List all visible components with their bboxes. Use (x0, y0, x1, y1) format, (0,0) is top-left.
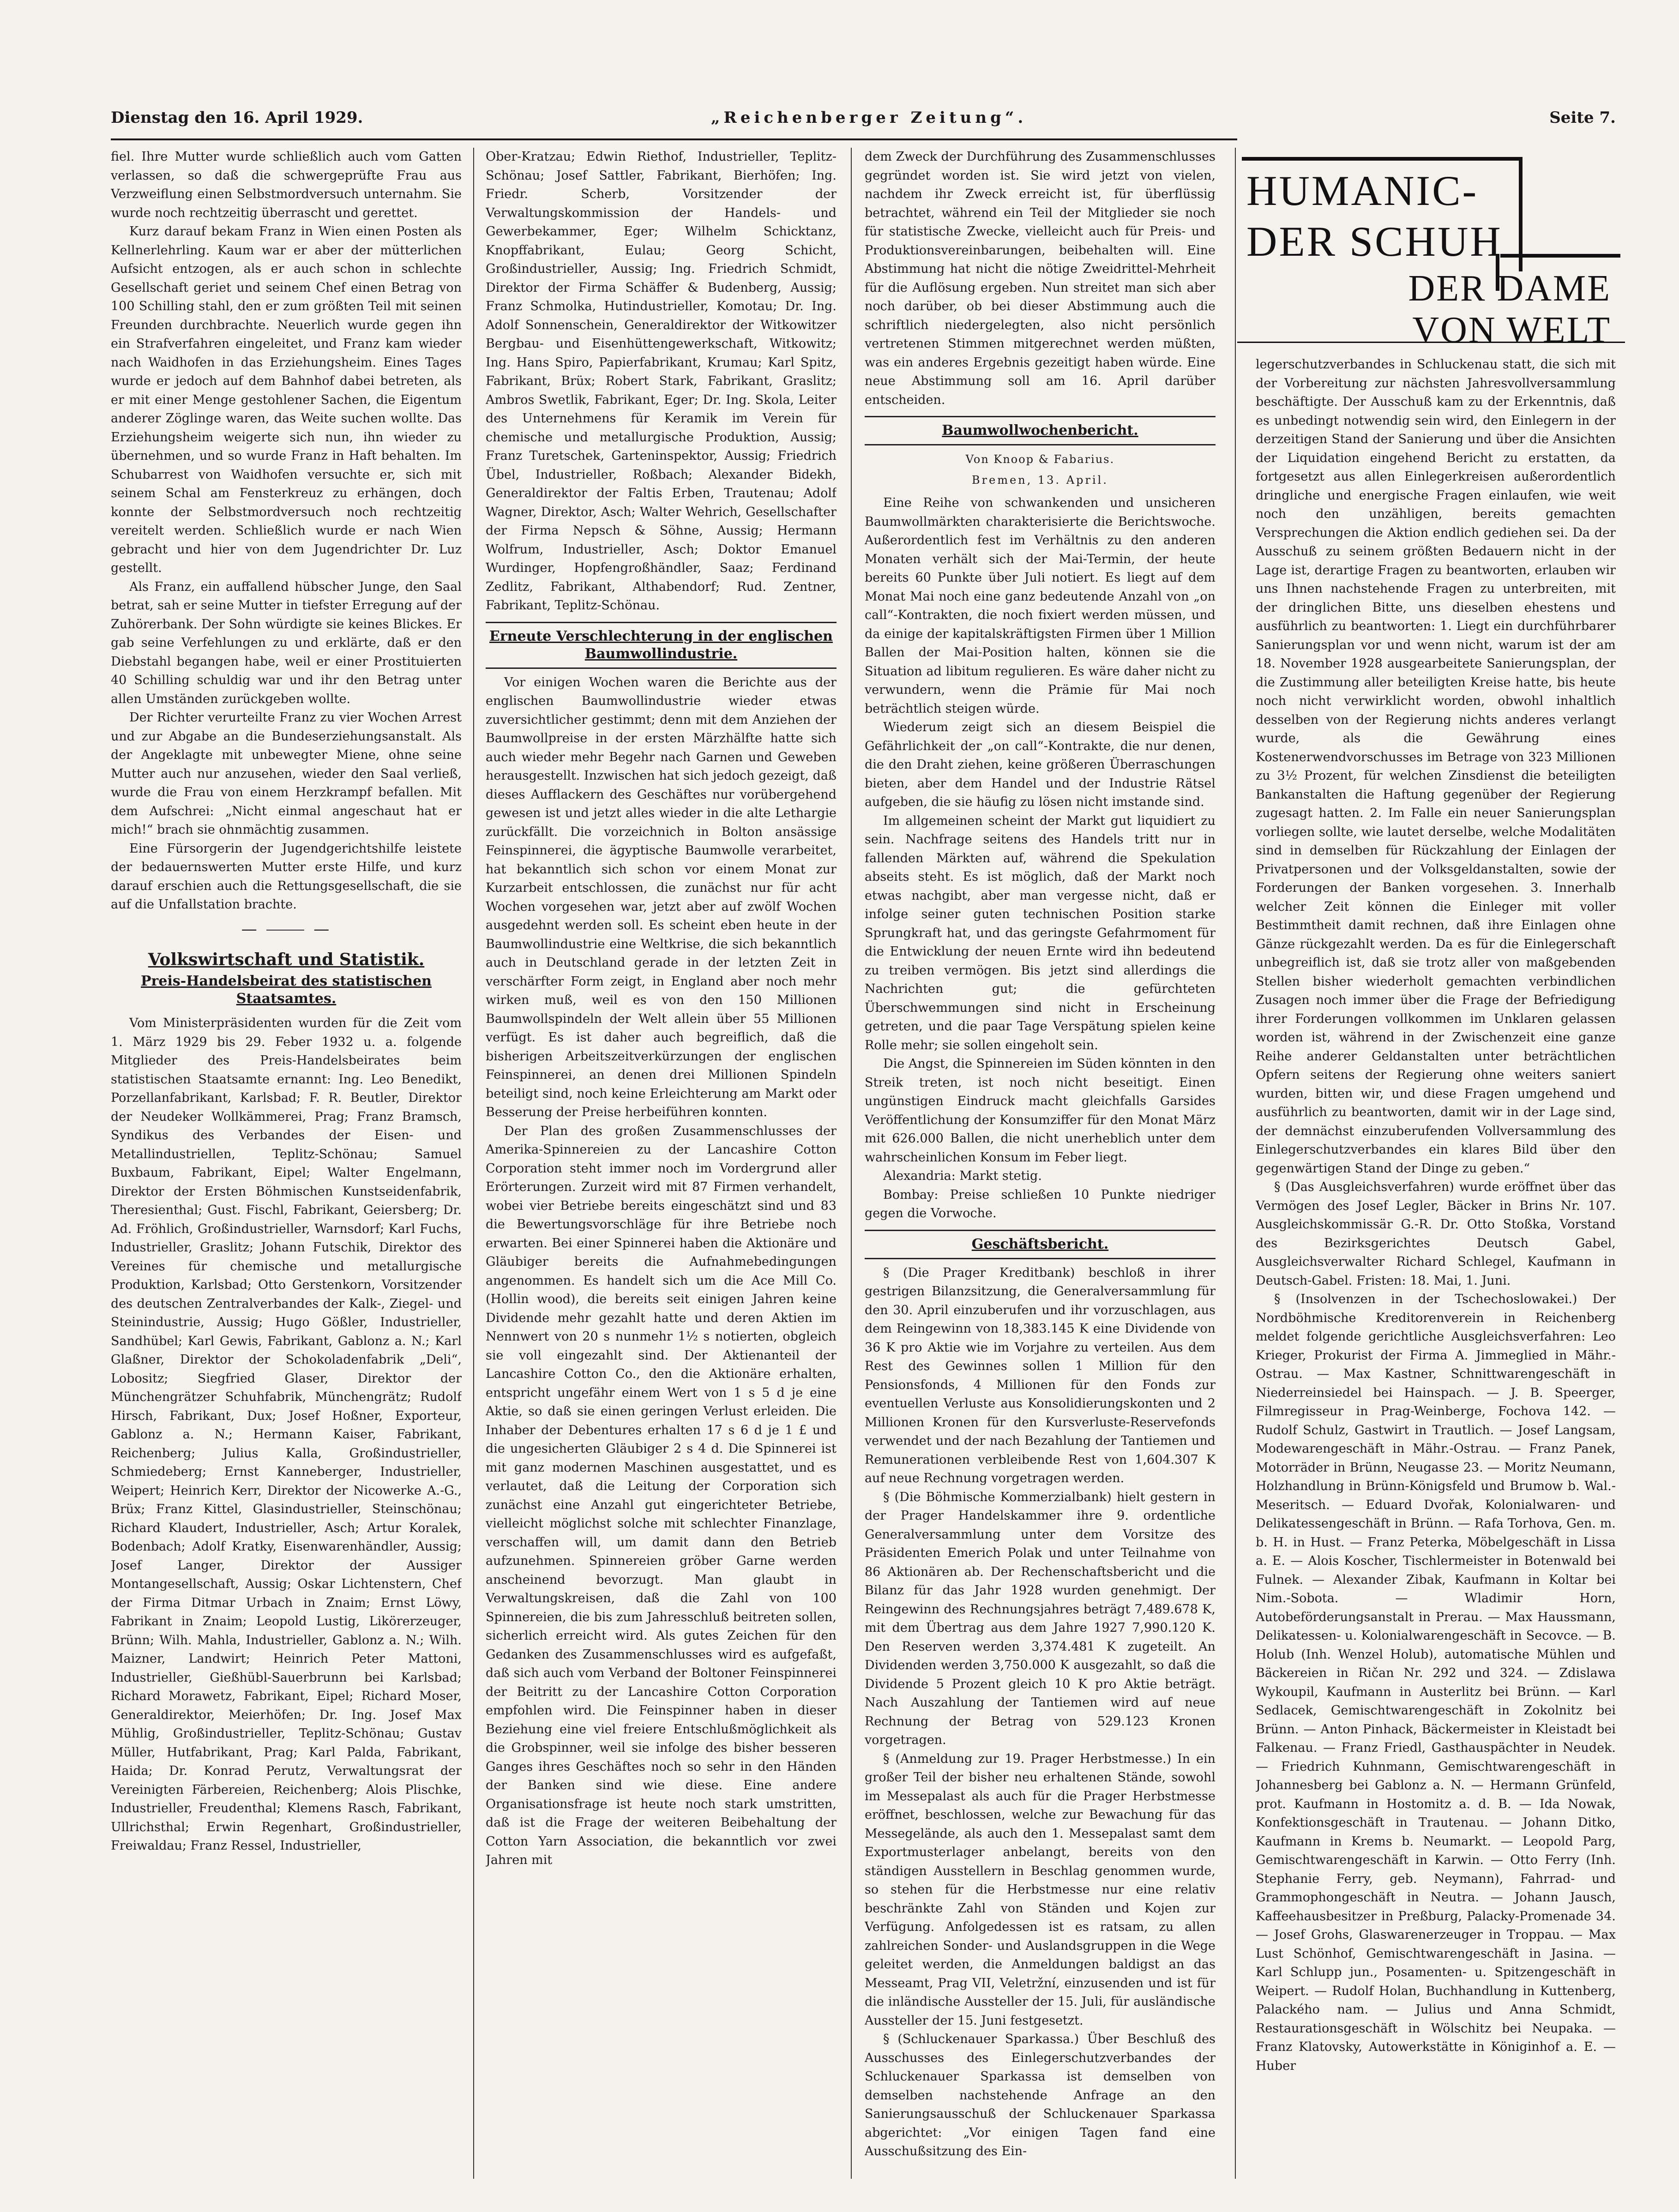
paragraph: Eine Reihe von schwankenden und unsicheren Baumwollmärkten charakterisierte die Berichtswoche. Außerordentlich fest im Verhältnis zu den anderen Monaten verhält sich der Mai-Termin, der heute bereits 60 Punkte über Juli notiert. Es liegt auf dem Monat Mai noch eine ganz bedeutende Anzahl von „on call“-Kontrakten, die noch fixiert werden müssen, und da einige der kapitalskräftigsten Firmen über 1 Million Ballen der Mai-Position halten, können sie die Situation ad libitum regulieren. Es wäre daher nicht zu verwundern, wenn die Prämie für Mai noch beträchtlich steigen würde. (865, 496, 1216, 716)
article-heading: Geschäftsbericht. (971, 1236, 1109, 1252)
paragraph: § (Die Böhmische Kommerzialbank) hielt gestern in der Prager Handelskammer ihre 9. ordentliche Generalversammlung unter dem Vorsitze des Präsidenten Emerich Polak und unter Teilnahme von 86 Aktionären ab. Der Rechenschaftsbericht und die Bilanz für das Jahr 1928 wurden genehmigt. Der Reingewinn des Rechnungsjahres beträgt 7,489.678 K, mit dem Übertrag aus dem Jahre 1927 7,990.120 K. Den Reserven werden 3,374.481 K zugeteilt. An Dividenden werden 3,750.000 K ausgezahlt, so daß die Dividende 5 Prozent gleich 10 K pro Aktie beträgt. Nach Auszahlung der Tantiemen wird auf neue Rechnung der Betrag von 529.123 Kronen vorgetragen. (865, 1490, 1216, 1747)
paragraph: Der Plan des großen Zusammenschlusses der Amerika-Spinnereien zu der Lancashire Cotton Corporation steht immer noch im Vordergrund aller Erörterungen. Zurzeit wird mit 87 Firmen verhandelt, wobei vier Betriebe bereits eingeschätzt sind und 83 die Bewertungsvorschläge für ihre Betriebe noch erwarten. Bei einer Spinnerei haben die Aktionäre und Gläubiger bereits die Aufnahmebedingungen angenommen. Es handelt sich um die Ace Mill Co. (Hollin wood), die bereits seit einigen Jahren keine Dividende mehr gezahlt hatte und deren Aktien im Nennwert von 20 s nunmehr 1½ s notierten, obgleich sie voll eingezahlt sind. Der Aktienanteil der Lancashire Cotton Co., den die Aktionäre erhalten, entspricht ungefähr einem Wert von 1 s 5 d je eine Aktie, so daß sie einen geringen Verlust erleiden. Die Inhaber der Debentures erhalten 17 s 6 d je 1 £ und die ungesicherten Gläubiger 2 s 4 d. Die Spinnerei ist mit ganz modernen Maschinen ausgestattet, und es verlautet, daß die Leitung der Corporation sich zunächst eine Anzahl gut eingerichteter Betriebe, vielleicht möglichst solche mit schlechter Finanzlage, verschaffen will, um damit dann den Betrieb aufzunehmen. Spinnereien gröber Garne werden anscheinend bevorzugt. Man glaubt in Verwaltungskreisen, daß die Zahl von 100 Spinnereien, die bis zum Jahresschluß beitreten sollen, sicherlich erreicht wird. Als gutes Zeichen für den Gedanken des Zusammenschlusses wird es aufgefaßt, daß sich auch vom Verband der Boltoner Feinspinnerei der Beitritt zu der Lancashire Cotton Corporation empfohlen wird. Die Feinspinner haben in dieser Beziehung eine viel freiere Entschlußmöglichkeit als die Grobspinner, weil sie infolge des bisher besseren Ganges ihres Geschäftes noch so sehr in den Händen der Banken sind wie diese. Eine andere Organisationsfrage ist heute noch stark umstritten, daß ist die Frage der weiteren Beibehaltung der Cotton Yarn Association, die bekanntlich vor zwei Jahren mit (486, 1124, 836, 1867)
paragraph: fiel. Ihre Mutter wurde schließlich auch vom Gatten verlassen, so daß die schwergeprüfte Frau aus Verzweiflung einen Selbstmordversuch unternahm. Sie wurde noch rechtzeitig überrascht und gerettet. (111, 150, 462, 220)
ad-frame-line (1500, 254, 1620, 258)
column-1 (111, 148, 462, 2179)
paragraph: § (Die Prager Kreditbank) beschloß in ihrer gestrigen Bilanzsitzung, die Generalversammlung für den 30. April einzuberufen und ihr vorzuschlagen, aus dem Reingewinn von 18,383.145 K eine Dividende von 36 K pro Aktie wie im Vorjahre zu verteilen. Aus dem Rest des Gewinnes sollen 1 Million für den Pensionsfonds, 4 Millionen für den Fonds zur eventuellen Verluste aus Konsolidierungskonten und 2 Millionen Kronen für den Kursverluste-Reservefonds verwendet und der nach Bezahlung der Tantiemen und Remunerationen verbleibende Rest von 1,604.307 K auf neue Rechnung vorgetragen werden. (865, 1265, 1216, 1485)
ad-line-2: DER SCHUH (1246, 218, 1503, 265)
article-heading-box (486, 622, 836, 669)
column-3 (865, 148, 1216, 2179)
ad-line-4: VON WELT (1412, 310, 1611, 350)
article-heading: Preis-Handelsbeirat des statistischen Staatsamtes. (141, 973, 432, 1007)
article-heading-box (865, 1230, 1216, 1259)
paragraph: § (Insolvenzen in der Tschechoslowakei.) Der Nordböhmische Kreditorenverein in Reichenberg meldet folgende gerichtliche Ausgleichsverfahren: Leo Krieger, Prokurist der Firma A. Jimmeglied in Mähr.-Ostrau. — Max Kastner, Schnittwarengeschäft in Niederreinsiedel bei Hainspach. — J. B. Speerger, Filmregisseur in Prag-Weinberge, Fochova 142. — Rudolf Schulz, Gastwirt in Trautlich. — Josef Langsam, Modewarengeschäft in Mähr.-Ostrau. — Franz Panek, Motorräder in Brünn, Neugasse 23. — Moritz Neumann, Holzhandlung in Brünn-Königsfeld und Brumow b. Wal.-Meseritsch. — Eduard Dvořak, Kolonialwaren- und Delikatessengeschäft in Brünn. — Rafa Torhova, Gen. m. b. H. in Hust. — Franz Peterka, Möbelgeschäft in Lissa a. E. — Alois Koscher, Tischlermeister in Botenwald bei Fulnek. — Alexander Zibak, Kaufmann in Koltar bei Nim.-Sobota. — Wladimir Horn, Autobeförderungsanstalt in Prerau. — Max Haussmann, Delikatessen- u. Kolonialwarengeschäft in Secovce. — B. Holub (Inh. Wenzel Holub), automatische Mühlen und Bäckereien in Ričan Nr. 292 und 324. — Zdislawa Wykoupil, Kaufmann in Austerlitz bei Brünn. — Karl Sedlacek, Gemischtwarengeschäft in Zokolnitz bei Brünn. — Anton Pinhack, Bäckermeister in Kleistadt bei Falkenau. — Franz Friedl, Gasthauspächter in Neudek. — Friedrich Kuhnmann, Gemischtwarengeschäft in Johannesberg bei Gablonz a. N. — Hermann Grünfeld, prot. Kaufmann in Hostomitz a. d. B. — Ida Nowak, Konfektionsgeschäft in Trautenau. — Johann Ditko, Kaufmann in Krems b. Neumarkt. — Leopold Parg, Gemischtwarengeschäft in Karwin. — Otto Ferry (Inh. Stephanie Ferry, geb. Neymann), Fahrrad- und Grammophongeschäft in Neutra. — Johann Jausch, Kaffeehausbesitzer in Preßburg, Palacky-Promenade 34. — Josef Grohs, Glaswarenerzeuger in Troppau. — Max Lust Schönhof, Gemischtwarengeschäft in Jasina. — Karl Schlupp jun., Posamenten- u. Spitzengeschäft in Weipert. — Rudolf Holan, Buchhandlung in Kuttenberg, Palackého nam. — Julius und Anna Schmidt, Restaurationsgeschäft in Wölschitz bei Neupaka. — Franz Klatovsky, Autowerkstätte in Königinhof a. E. — Huber (1256, 1292, 1616, 2073)
paragraph: Im allgemeinen scheint der Markt gut liquidiert zu sein. Nachfrage seitens des Handels tritt nur in fallenden Märkten auf, während die Spekulation abseits steht. Es ist möglich, daß der Markt noch etwas nachgibt, aber man vergesse nicht, daß er infolge seiner guten technischen Position starke Sprungkraft hat, und das geringste Gefahrmoment für die Entwicklung der neuen Ernte wird ihn bedeutend zu treiben vermögen. Bis jetzt sind allerdings die Nachrichten gut; die gefürchteten Überschwemmungen sind nicht in Erscheinung getreten, und die paar Tage Verspätung spielen keine Rolle mehr; sie sollen eingeholt sein. (865, 813, 1216, 1052)
paragraph: Als Franz, ein auffallend hübscher Junge, den Saal betrat, sah er seine Mutter in tiefster Erregung auf der Zuhörerbank. Der Sohn würdigte sie keines Blickes. Er gab seine Verfehlungen zu und erklärte, daß er den Diebstahl begangen habe, weil er einer Prostituierten 40 Schilling schuldig war und ihr den Betrag unter allen Umständen zurückgeben wollte. (111, 579, 462, 706)
paragraph: dem Zweck der Durchführung des Zusammenschlusses gegründet worden ist. Sie wird jetzt von vielen, nachdem ihr Zweck erreicht ist, für überflüssig betrachtet, während ein Teil der Mitglieder sie noch für statistische Zwecke, vielleicht auch für Preis- und Produktionsvereinbarungen, beibehalten will. Eine Abstimmung hat nicht die nötige Zweidrittel-Mehrheit für die Auflösung ergeben. Nun streitet man sich aber noch darüber, ob bei dieser Abstimmung auch die schriftlich niedergelegten, also nicht persönlich vertretenen Stimmen mitgerechnet werden müßten, was ein anderes Ergebnis gezeitigt haben würde. Eine neue Abstimmung soll am 16. April darüber entscheiden. (865, 150, 1216, 407)
header-masthead: „Reichenberger Zeitung“. (711, 108, 1027, 127)
article-heading-box (865, 416, 1216, 445)
section-ornament: — ⸻ — (241, 920, 331, 938)
paragraph: Vom Ministerpräsidenten wurden für die Zeit vom 1. März 1929 bis 29. Feber 1932 u. a. folgende Mitglieder des Preis-Handelsbeirates beim statistischen Staatsamte ernannt: Ing. Leo Benedikt, Porzellanfabrikant, Karlsbad; F. R. Beutler, Direktor der Neudeker Wollkämmerei, Prag; Franz Bramsch, Syndikus des Verbandes der Eisen- und Metallindustriellen, Teplitz-Schönau; Samuel Buxbaum, Fabrikant, Eipel; Walter Engelmann, Direktor der Ersten Böhmischen Kunstseidenfabrik, Theresienthal; Gust. Fischl, Fabrikant, Geiersberg; Dr. Ad. Fröhlich, Großindustrieller, Warnsdorf; Karl Fuchs, Industrieller, Graslitz; Johann Futschik, Direktor des Vereines für chemische und metallurgische Produktion, Karlsbad; Otto Gerstenkorn, Vorsitzender des deutschen Zentralverbandes der Kalk-, Ziegel- und Steinindustrie, Aussig; Hugo Gößler, Industrieller, Sandhübel; Karl Gewis, Fabrikant, Gablonz a. N.; Karl Glaßner, Direktor der Schokoladenfabrik „Deli“, Lobositz; Siegfried Glaser, Direktor der Münchengrätzer Schuhfabrik, Münchengrätz; Rudolf Hirsch, Fabrikant, Dux; Josef Hoßner, Exporteur, Gablonz a. N.; Hermann Kaiser, Fabrikant, Reichenberg; Julius Kalla, Großindustrieller, Schmiedeberg; Ernst Kanneberger, Industrieller, Weipert; Heinrich Kerr, Direktor der Nicowerke A.-G., Brüx; Franz Kittel, Glasindustrieller, Steinschönau; Richard Klaudert, Industrieller, Asch; Artur Koralek, Bodenbach; Adolf Kratky, Eisenwarenhändler, Aussig; Josef Langer, Direktor der Aussiger Montangesellschaft, Aussig; Oskar Lichtenstern, Chef der Firma Ditmar Urbach in Znaim; Ernst Löwy, Fabrikant in Znaim; Leopold Lustig, Likörerzeuger, Brünn; Wilh. Mahla, Industrieller, Gablonz a. N.; Wilh. Maizner, Landwirt; Heinrich Peter Mattoni, Industrieller, Gießhübl-Sauerbrunn bei Karlsbad; Richard Morawetz, Fabrikant, Eipel; Richard Moser, Generaldirektor, Meierhöfen; Dr. Ing. Josef Max Mühlig, Großindustrieller, Teplitz-Schönau; Gustav Müller, Hutfabrikant, Prag; Karl Palda, Fabrikant, Haida; Dr. Konrad Perutz, Verwaltungsrat der Vereinigten Färbereien, Reichenberg; Alois Plischke, Industrieller, Freudenthal; Klemens Rasch, Fabrikant, Ullrichsthal; Erwin Regenhart, Großindustrieller, Freiwaldau; Franz Ressel, Industrieller, (111, 1016, 462, 1853)
paragraph: § (Schluckenauer Sparkassa.) Über Beschluß des Ausschusses des Einlegerschutzverbandes der Schluckenauer Sparkassa ist demselben von demselben nachstehende Anfrage an den Sanierungsausschuß der Schluckenauer Sparkassa abgerichtet: „Vor einigen Tagen fand eine Ausschußsitzung des Ein- (865, 2032, 1216, 2158)
paragraph: § (Anmeldung zur 19. Prager Herbstmesse.) In ein großer Teil der bisher neu erhaltenen Stände, sowohl im Messepalast als auch für die Prager Herbstmesse eröffnet, beschlossen, welche zur Bewachung für das Messegelände, als auch den 1. Messepalast samt dem Exportmusterlager anbelangt, bereits von den ständigen Ausstellern in Beschlag genommen wurde, so stehen für die Herbstmesse nur eine relativ beschränkte Zahl von Ständen und Kojen zur Verfügung. Anfolgedessen ist es ratsam, zu allen zahlreichen Sonder- und Auslandsgruppen in die Wege geleitet werden, die Anmeldungen baldigst an das Messeamt, Prag VII, Veletržní, einzusenden und ist für die inländische Aussteller der 15. Juli, für ausländische Aussteller der 15. Juni festgesetzt. (865, 1751, 1216, 2028)
column-4 (1256, 355, 1616, 2179)
column-separator (473, 148, 474, 2179)
paragraph: legerschutzverbandes in Schluckenau statt, die sich mit der Vorbereitung zur nächsten Jahresvollversammlung beschäftigte. Der Ausschuß kam zu der Erkenntnis, daß es unbedingt notwendig sein wird, den Einlegern in der derzeitigen Stand der Sanierung und über die Ansichten der Liquidation eingehend Bericht zu erstatten, da fortgesetzt aus allen Einlegerkreisen außerordentlich dringliche und energische Fragen einlaufen, wie weit noch den unzähligen, bereits gemachten Versprechungen die Aktion endlich gediehen sei. Da der Ausschuß zu seinem größten Bedauern nicht in der Lage ist, derartige Fragen zu beantworten, erlauben wir uns Ihnen nachstehende Fragen zu unterbreiten, mit der dringlichen Bitte, uns dieselben ehestens und ausführlich zu beantworten: 1. Liegt ein durchführbarer Sanierungsplan vor und wenn nicht, warum ist der am 18. November 1928 ausgearbeitete Sanierungsplan, der die Zustimmung aller beteiligten Kreise hatte, bis heute noch nicht verwirklicht worden, obwohl inhaltlich desselben von der Regierung nichts anderes verlangt wurde, als die Gewährung eines Kostenerwendvorschusses im Betrage von 323 Millionen zu 3½ Prozent, für welchen Zinsdienst die beteiligten Bankanstalten die Haftung gegenüber der Regierung zugesagt hatten. 2. Im Falle ein neuer Sanierungsplan vorliegen sollte, wie lautet derselbe, welche Modalitäten sind in demselben für Rückzahlung der Einlagen der Privatpersonen und der Volksgeldanstalten, sowie der Forderungen der Banken vorgesehen. 3. Innerhalb welcher Zeit können die Einleger mit voller Bestimmtheit damit rechnen, daß ihre Einlagen ohne Gänze rückgezahlt werden. Da es für die Einlegerschaft unbegreiflich ist, daß sie trotz aller von maßgebenden Stellen bisher wiederholt gemachten verbindlichen Zusagen noch immer über die Frage der Befriedigung ihrer Forderungen vollkommen im Unklaren gelassen worden ist, während in der Zwischenzeit eine ganze Reihe anderer Geldanstalten unter beträchtlichen Opfern seitens der Regierung ohne weiters saniert wurden, bitten wir, und diese Fragen umgehend und ausführlich zu beantworten, damit wir in der Lage sind, der demnächst einzuberufenden Vollversammlung des Einlegerschutzverbandes ein klares Bild über den gegenwärtigen Stand der Dinge zu geben.“ (1256, 357, 1616, 1176)
humanic-advertisement (1237, 138, 1625, 350)
page-header (111, 104, 1616, 136)
paragraph: § (Das Ausgleichsverfahren) wurde eröffnet über das Vermögen des Josef Legler, Bäcker in Brins Nr. 107. Ausgleichskommissär G.-R. Dr. Otto Stoßka, Vorstand des Bezirksgerichtes Deutsch Gabel, Ausgleichsverwalter Richard Schlegel, Kaufmann in Deutsch-Gabel. Fristen: 18. Mai, 1. Juni. (1256, 1180, 1616, 1288)
paragraph: Kurz darauf bekam Franz in Wien einen Posten als Kellnerlehrling. Kaum war er aber der mütterlichen Aufsicht entzogen, als er auch schon in schlechte Gesellschaft geriet und seinem Chef einen Betrag von 100 Schilling stahl, den er zum größten Teil mit seinen Freunden durchbrachte. Neuerlich wurde gegen ihn ein Strafverfahren eingeleitet, und Franz kam wieder nach Waidhofen in das Erziehungsheim. Eines Tages wurde er jedoch auf dem Bahnhof dabei betreten, als er mit einer Menge gestohlener Sachen, die Eigentum anderer Zöglinge waren, das Weite suchen wollte. Das Erziehungsheim weigerte sich nun, ihn wieder zu übernehmen, und so wurde Franz in Haft behalten. Im Schubarrest von Waidhofen versuchte er, sich mit seinem Schal am Fensterkreuz zu erhängen, doch konnte der Selbstmordversuch noch rechtzeitig vereitelt werden. Schließlich wurde er nach Wien gebracht und hier von dem Jugendrichter Dr. Luz gestellt. (111, 224, 462, 575)
paragraph: Bombay: Preise schließen 10 Punkte niedriger gegen die Vorwoche. (865, 1187, 1216, 1220)
paragraph: Wiederum zeigt sich an diesem Beispiel die Gefährlichkeit der „on call“-Kontrakte, die nur denen, die den Draht ziehen, keine größeren Überraschungen bieten, aber dem Handel und der Industrie Rätsel aufgeben, die sie häufig zu lösen nicht imstande sind. (865, 720, 1216, 809)
ad-bottom-rule (1237, 342, 1625, 343)
column-separator (1235, 148, 1236, 2179)
section-heading: Volkswirtschaft und Statistik. (148, 950, 425, 969)
article-heading: Baumwollwochenbericht. (942, 422, 1138, 439)
article-heading: Erneute Verschlechterung in der englischen Baumwollindustrie. (489, 628, 833, 662)
paragraph: Alexandria: Markt stetig. (883, 1169, 1042, 1183)
ad-line-3: DER DAME (1408, 268, 1611, 309)
article-byline: Von Knoop & Fabarius. (965, 453, 1115, 466)
paragraph: Vor einigen Wochen waren die Berichte aus der englischen Baumwollindustrie wieder etwas zuversichtlicher gestimmt; denn mit dem Anziehen der Baumwollpreise in der ersten Märzhälfte hatte sich auch wieder mehr Begehr nach Garnen und Geweben herausgestellt. Inzwischen hat sich jedoch gezeigt, daß dieses Aufflackern des Geschäftes nur vorübergehend gewesen ist und jetzt alles wieder in die alte Lethargie zurückfällt. Die vorzeichnich in Bolton ansässige Feinspinnerei, die ägyptische Baumwolle verarbeitet, hat bekanntlich sich schon vor einem Monat zur Kurzarbeit entschlossen, die zunächst nur für acht Wochen vorgesehen war, jetzt aber auf zwölf Wochen ausgedehnt werden soll. Es scheint eben heute in der Baumwollindustrie eine Weltkrise, die sich bekanntlich auch in Deutschland gerade in der letzten Zeit in verschärfter Form zeigt, in England aber noch mehr wirken muß, weil es von den 150 Millionen Baumwollspindeln der Welt allein über 55 Millionen verfügt. Es ist daher auch begreiflich, daß die bisherigen Arbeitszeitverkürzungen der englischen Feinspinnerei, an denen drei Millionen Spindeln beteiligt sind, noch keine Erleichterung am Markt oder Besserung der Preise herbeiführen konnten. (486, 675, 836, 1119)
paragraph: Ober-Kratzau; Edwin Riethof, Industrieller, Teplitz-Schönau; Josef Sattler, Fabrikant, Bierhöfen; Ing. Friedr. Scherb, Vorsitzender der Verwaltungskommission der Handels- und Gewerbekammer, Eger; Wilhelm Schicktanz, Knopffabrikant, Eulau; Georg Schicht, Großindustrieller, Aussig; Ing. Friedrich Schmidt, Direktor der Firma Schäffer & Budenberg, Aussig; Franz Schmolka, Hutindustrieller, Komotau; Dr. Ing. Adolf Sonnenschein, Generaldirektor der Witkowitzer Bergbau- und Eisenhüttengewerkschaft, Witkowitz; Ing. Hans Spiro, Papierfabrikant, Krumau; Karl Spitz, Fabrikant, Brüx; Robert Stark, Fabrikant, Graslitz; Ambros Swetlik, Fabrikant, Eger; Dr. Ing. Skola, Leiter des Unternehmens für Keramik im Verein für chemische und metallurgische Produktion, Aussig; Franz Turetschek, Garteninspektor, Aussig; Friedrich Übel, Industrieller, Roßbach; Alexander Bidekh, Generaldirektor der Faltis Erben, Trautenau; Adolf Wagner, Direktor, Asch; Walter Wehrich, Gesellschafter der Firma Nepsch & Söhne, Aussig; Hermann Wolfrum, Industrieller, Asch; Doktor Emanuel Wurdinger, Hopfengroßhändler, Saaz; Ferdinand Zedlitz, Fabrikant, Althabendorf; Rud. Zentner, Fabrikant, Teplitz-Schönau. (486, 150, 836, 613)
paragraph: Der Richter verurteilte Franz zu vier Wochen Arrest und zur Abgabe an die Bundeserziehungsanstalt. Als der Angeklagte mit unbewegter Miene, ohne seine Mutter auch nur anzusehen, wieder den Saal verließ, wurde die Frau von einem Herzkrampf befallen. Mit dem Aufschrei: „Nicht einmal angeschaut hat er mich!“ brach sie ohnmächtig zusammen. (111, 710, 462, 837)
header-date: Dienstag den 16. April 1929. (111, 108, 363, 127)
paragraph: Die Angst, die Spinnereien im Süden könnten in den Streik treten, ist noch nicht beseitigt. Einen ungünstigen Eindruck macht gleichfalls Garsides Veröffentlichung der Konsumziffer für den Monat März mit 626.000 Ballen, die nicht unerheblich unter dem wahrscheinlichen Konsum im Feber liegt. (865, 1057, 1216, 1165)
column-2 (486, 148, 836, 2179)
paragraph: Eine Fürsorgerin der Jugendgerichtshilfe leistete der bedauernswerten Mutter erste Hilfe, und kurz darauf erschien auch die Rettungsgesellschaft, die sie auf die Unfallstation brachte. (111, 841, 462, 912)
header-page-number: Seite 7. (1549, 108, 1616, 127)
article-dateline: Bremen, 13. April. (972, 473, 1108, 487)
ad-line-1: HUMANIC- (1246, 167, 1479, 214)
column-separator (851, 148, 852, 2179)
